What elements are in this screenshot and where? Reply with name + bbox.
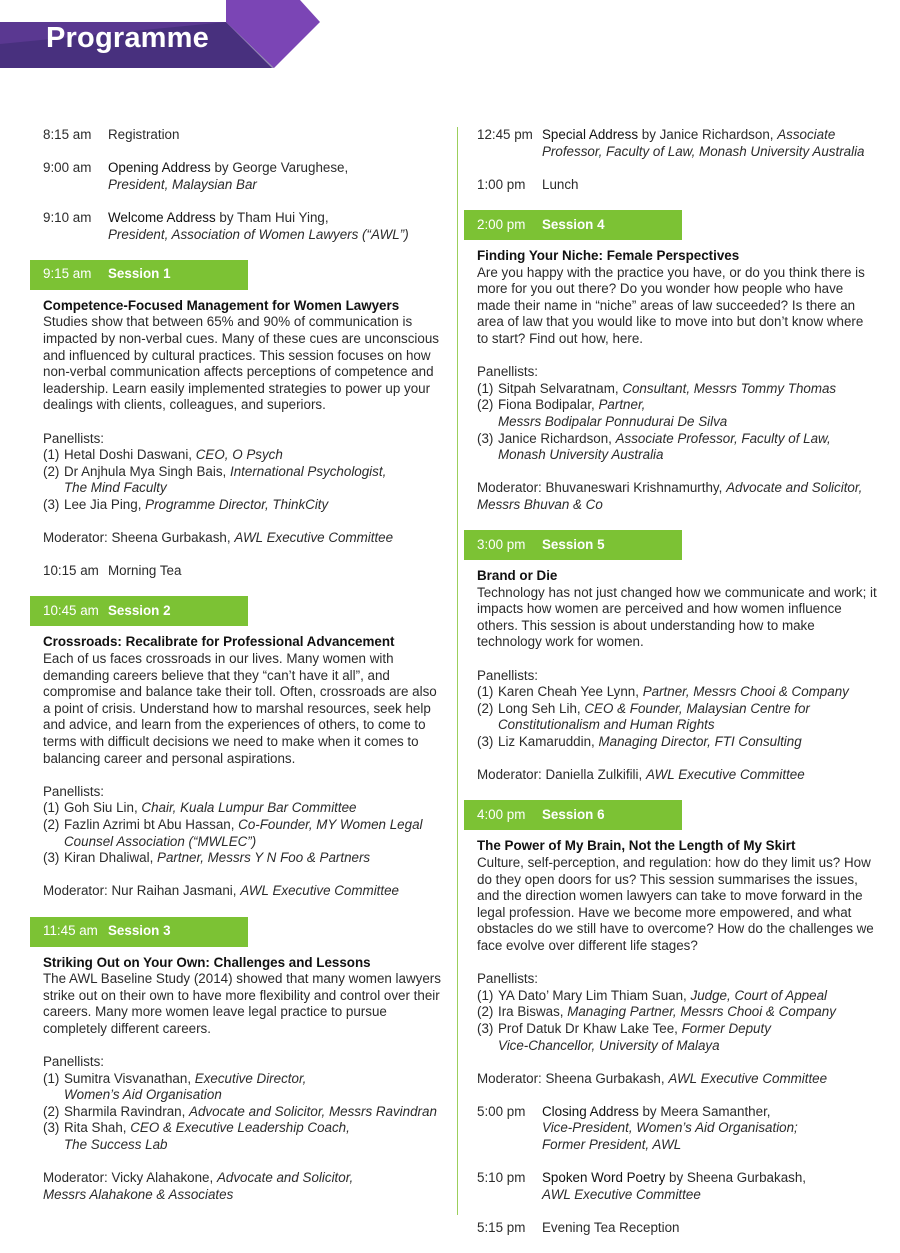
panellist-name: Hetal Doshi Daswani,: [64, 447, 196, 463]
event-detail: [542, 1104, 798, 1154]
time-label: 5:10 pm: [477, 1170, 526, 1186]
session-4-bar: [464, 210, 682, 240]
panellists-heading: Panellists:: [43, 783, 105, 799]
event-role: AWL Executive Committee: [542, 1186, 701, 1202]
panellist-name: Prof Datuk Dr Khaw Lake Tee,: [498, 1020, 682, 1036]
panellist-item: [477, 1004, 877, 1021]
moderator: [43, 1170, 443, 1203]
panellist-name: Sitpah Selvaratnam,: [498, 380, 623, 396]
event-title: Spoken Word Poetry: [542, 1170, 666, 1186]
schedule-registration: [43, 127, 443, 144]
panellist-item: [43, 447, 443, 464]
session-description: Studies show that between 65% and 90% of communication is impacted by non-verbal cues. Many of these cues are unconscious and influenced by cultural practices. This session focuses on how non-verbal communication affects perceptions of competence and leadership. Learn easily implemented strategies to power up your dealings with clients, colleagues, and superiors.: [43, 314, 439, 413]
event-detail: [108, 160, 348, 193]
panellist-item: [477, 1021, 877, 1054]
panellist-role: Judge, Court of Appeal: [690, 987, 827, 1003]
panellist-number: (3): [477, 430, 494, 446]
session-time: 11:45 am: [43, 923, 98, 939]
panellist-number: (1): [477, 380, 494, 396]
session-6-bar: [464, 800, 682, 830]
event-title: Closing Address: [542, 1103, 639, 1119]
moderator-name: Moderator: Sheena Gurbakash,: [477, 1070, 669, 1086]
panellist-role: Former Deputy: [681, 1020, 771, 1036]
panellist-name: Fazlin Azrimi bt Abu Hassan,: [64, 816, 239, 832]
session-description: Each of us faces crossroads in our lives. Many women with demanding careers believe that they “can’t have it all”, and compromise and balance take their toll. Often, crossroads are also a point of crisis. Understand how to marshal resources, seek help and advice, and learn from the experiences of others, to come to terms with difficult decisions we need to make when it comes to balancing career and personal aspirations.: [43, 651, 437, 766]
time-label: 12:45 pm: [477, 127, 533, 142]
panellist-list: [43, 784, 443, 867]
moderator-role: AWL Executive Committee: [668, 1070, 828, 1086]
panellist-role: Managing Director, FTI Consulting: [598, 734, 802, 749]
panellist-name: Dr Anjhula Mya Singh Bais,: [64, 463, 230, 479]
panellist-name: Lee Jia Ping,: [64, 496, 146, 512]
panellists-heading: Panellists:: [43, 1054, 105, 1070]
schedule-morning-tea: [43, 563, 443, 580]
session-topic: Brand or Die: [477, 568, 558, 584]
event-role: President, Association of Women Lawyers (“AWL”): [108, 226, 409, 242]
panellist-item: [477, 734, 877, 751]
time-label: 5:00 pm: [477, 1103, 526, 1119]
panellist-number: (3): [477, 734, 494, 749]
moderator-name: Moderator: Sheena Gurbakash,: [43, 530, 235, 546]
panellist-name: Sharmila Ravindran,: [64, 1103, 190, 1119]
panellist-role: Advocate and Solicitor, Messrs Ravindran: [189, 1103, 437, 1119]
panellist-item: [477, 701, 877, 734]
schedule-closing-address: [477, 1104, 877, 1154]
schedule-spoken-word-poetry: [477, 1170, 877, 1203]
event-speaker: by Janice Richardson,: [638, 127, 778, 142]
page-title: Programme: [46, 22, 209, 54]
moderator: [477, 1071, 877, 1088]
panellist-number: (2): [477, 397, 494, 413]
panellists-heading: Panellists:: [477, 364, 539, 380]
session-label: Session 3: [108, 923, 171, 939]
panellist-role: Partner, Messrs Chooi & Company: [642, 684, 849, 700]
session-label: Session 4: [542, 216, 605, 232]
event-label: Registration: [108, 127, 180, 142]
session-5-bar: [464, 530, 682, 560]
session-description: Are you happy with the practice you have, or do you think there is more for you out there? Do you wonder how people who have made their name in “niche” areas of law succeeded? Is there an area of law that you would like to move into but don’t know where to start? Find out how, here.: [477, 264, 865, 346]
moderator-role: AWL Executive Committee: [645, 767, 805, 783]
moderator: [43, 530, 443, 547]
session-topic: The Power of My Brain, Not the Length of My Skirt: [477, 838, 796, 854]
panellist-item: [43, 850, 443, 867]
session-label: Session 6: [542, 807, 605, 823]
moderator: [477, 767, 877, 784]
panellists-heading: Panellists:: [43, 430, 105, 446]
session-time: 4:00 pm: [477, 807, 526, 823]
panellist-role: Co-Founder, MY Women Legal: [238, 816, 423, 832]
panellist-role: Chair, Kuala Lumpur Bar Committee: [141, 800, 357, 816]
panellist-name: Karen Cheah Yee Lynn,: [498, 684, 643, 700]
panellist-number: (3): [477, 1020, 494, 1036]
session-description: The AWL Baseline Study (2014) showed that many women lawyers strike out on their own to have more flexibility and control over their careers. Many more women leave legal practice to pursue completely different careers.: [43, 971, 441, 1036]
session-time: 9:15 am: [43, 266, 92, 282]
panellist-role: CEO & Executive Leadership Coach,: [130, 1120, 350, 1136]
panellist-item: [477, 988, 877, 1005]
session-label: Session 1: [108, 266, 171, 282]
session-label: Session 5: [542, 536, 605, 552]
panellist-name: Janice Richardson,: [498, 430, 616, 446]
event-title: Opening Address: [108, 160, 211, 176]
panellist-number: (2): [477, 700, 494, 716]
moderator-role: Advocate and Solicitor,: [726, 480, 863, 496]
time-label: 1:00 pm: [477, 176, 526, 192]
session-topic: Striking Out on Your Own: Challenges and Lessons: [43, 954, 371, 970]
panellist-number: (1): [43, 1070, 60, 1086]
event-detail: [108, 210, 409, 243]
panellist-list: [477, 668, 877, 751]
event-label: Lunch: [542, 176, 579, 192]
panellist-role: CEO & Founder, Malaysian Centre for: [584, 700, 810, 716]
schedule-opening-address: [43, 160, 443, 193]
moderator-role: AWL Executive Committee: [240, 883, 399, 899]
event-role: Associate: [777, 127, 836, 142]
header-banner: [0, 0, 320, 68]
panellist-item: [43, 1120, 443, 1153]
event-detail: [542, 1170, 806, 1203]
schedule-evening-tea: [477, 1220, 877, 1237]
session-topic: Finding Your Niche: Female Perspectives: [477, 247, 740, 263]
time-label: 10:15 am: [43, 563, 99, 579]
panellist-number: (1): [43, 800, 60, 816]
event-speaker: by Meera Samanther,: [638, 1103, 771, 1119]
panellist-role: Managing Partner, Messrs Chooi & Company: [567, 1004, 836, 1020]
panellist-name: Rita Shah,: [64, 1120, 131, 1136]
panellist-role: The Success Lab: [64, 1137, 168, 1153]
session-description: Technology has not just changed how we communicate and work; it impacts how women are perceived and how women influence others. This session is about understanding how to make technology work for women.: [477, 584, 877, 650]
panellist-list: [477, 971, 877, 1054]
moderator: [477, 480, 877, 513]
panellist-list: [477, 364, 877, 464]
panellist-item: [477, 431, 877, 464]
moderator-name: Moderator: Daniella Zulkifili,: [477, 767, 646, 783]
panellist-item: [477, 684, 877, 701]
panellist-list: [43, 431, 443, 514]
panellist-name: Liz Kamaruddin,: [498, 734, 599, 749]
moderator-name: Moderator: Bhuvaneswari Krishnamurthy,: [477, 480, 727, 496]
session-time: 10:45 am: [43, 603, 99, 619]
panellist-item: [477, 381, 877, 398]
panellist-role: The Mind Faculty: [64, 480, 167, 496]
panellist-number: (3): [43, 850, 60, 866]
event-title: Special Address: [542, 127, 639, 142]
panellist-number: (2): [43, 463, 60, 479]
panellist-item: [43, 464, 443, 497]
panellists-heading: Panellists:: [477, 971, 539, 987]
panellist-item: [43, 1071, 443, 1104]
moderator-role: Messrs Bhuvan & Co: [477, 496, 603, 512]
column-divider: [457, 127, 458, 1215]
moderator-name: Moderator: Vicky Alahakone,: [43, 1170, 217, 1186]
session-description: Culture, self-perception, and regulation: how do they limit us? How do they open doors for us? This session summarises the issues, and the direction women lawyers can take to move forward in the legal profession. Have we become more empowered, and what obstacles do we still have to overcome? How do the challenges we face evolve over different life stages?: [477, 854, 874, 953]
event-label: Morning Tea: [108, 563, 182, 579]
time-label: 9:10 am: [43, 209, 92, 225]
panellist-number: (1): [43, 447, 60, 463]
event-role: Former President, AWL: [542, 1137, 682, 1153]
session-time: 2:00 pm: [477, 216, 526, 232]
panellist-item: [43, 800, 443, 817]
panellist-name: YA Dato’ Mary Lim Thiam Suan,: [498, 987, 691, 1003]
event-role: Professor, Faculty of Law, Monash University Australia: [542, 143, 865, 159]
panellist-name: Kiran Dhaliwal,: [64, 850, 158, 866]
session-3-bar: [30, 917, 248, 947]
moderator-role: AWL Executive Committee: [234, 530, 394, 546]
moderator-name: Moderator: Nur Raihan Jasmani,: [43, 883, 241, 899]
time-label: 8:15 am: [43, 127, 92, 142]
panellist-role: Partner, Messrs Y N Foo & Partners: [157, 850, 371, 866]
panellists-heading: Panellists:: [477, 667, 539, 683]
right-column: [477, 127, 877, 1253]
moderator-role: Advocate and Solicitor,: [216, 1170, 354, 1186]
panellist-number: (3): [43, 1120, 60, 1136]
moderator-role: Messrs Alahakone & Associates: [43, 1186, 234, 1202]
event-label: Evening Tea Reception: [542, 1220, 680, 1236]
schedule-lunch: [477, 177, 877, 194]
schedule-welcome-address: [43, 210, 443, 243]
session-label: Session 2: [108, 603, 171, 619]
panellist-name: Goh Siu Lin,: [64, 800, 142, 816]
event-role: Vice-President, Women’s Aid Organisation;: [542, 1120, 798, 1136]
event-title: Welcome Address: [108, 209, 216, 225]
session-topic: Crossroads: Recalibrate for Professional Advancement: [43, 634, 395, 650]
time-label: 5:15 pm: [477, 1220, 526, 1236]
event-role: President, Malaysian Bar: [108, 176, 257, 192]
session-1-bar: [30, 260, 248, 290]
event-speaker: by Sheena Gurbakash,: [665, 1170, 807, 1186]
left-column: [43, 127, 443, 1220]
panellist-role: Consultant, Messrs Tommy Thomas: [622, 380, 837, 396]
panellist-name: Sumitra Visvanathan,: [64, 1070, 195, 1086]
panellist-number: (3): [43, 496, 60, 512]
session-2-bar: [30, 596, 248, 626]
panellist-name: Long Seh Lih,: [498, 700, 585, 716]
event-speaker: by George Varughese,: [210, 160, 349, 176]
event-speaker: by Tham Hui Ying,: [215, 209, 329, 225]
panellist-role: Women’s Aid Organisation: [64, 1087, 222, 1103]
panellist-role: Messrs Bodipalar Ponnudurai De Silva: [498, 413, 728, 429]
panellist-name: Ira Biswas,: [498, 1004, 568, 1020]
panellist-number: (2): [477, 1004, 494, 1020]
panellist-number: (1): [477, 987, 494, 1003]
panellist-number: (2): [43, 1103, 60, 1119]
panellist-number: (2): [43, 816, 60, 832]
panellist-role: Vice-Chancellor, University of Malaya: [498, 1037, 720, 1053]
panellist-role: Programme Director, ThinkCity: [145, 496, 329, 512]
panellist-role: International Psychologist,: [229, 463, 387, 479]
session-topic: Competence-Focused Management for Women Lawyers: [43, 297, 400, 313]
panellist-role: Monash University Australia: [498, 447, 664, 463]
schedule-special-address: [477, 127, 877, 160]
panellist-number: (1): [477, 684, 494, 700]
session-time: 3:00 pm: [477, 536, 526, 552]
panellist-item: [43, 497, 443, 514]
panellist-role: Counsel Association (“MWLEC”): [64, 833, 257, 849]
panellist-name: Fiona Bodipalar,: [498, 397, 599, 413]
panellist-role: Constitutionalism and Human Rights: [498, 717, 715, 733]
panellist-role: Partner,: [598, 397, 646, 413]
panellist-item: [477, 397, 877, 430]
event-detail: [542, 127, 865, 160]
panellist-item: [43, 1104, 443, 1121]
moderator: [43, 883, 443, 900]
panellist-item: [43, 817, 443, 850]
panellist-role: Associate Professor, Faculty of Law,: [615, 430, 831, 446]
panellist-list: [43, 1054, 443, 1154]
panellist-role: Executive Director,: [194, 1070, 307, 1086]
time-label: 9:00 am: [43, 160, 92, 176]
panellist-role: CEO, O Psych: [195, 447, 283, 463]
